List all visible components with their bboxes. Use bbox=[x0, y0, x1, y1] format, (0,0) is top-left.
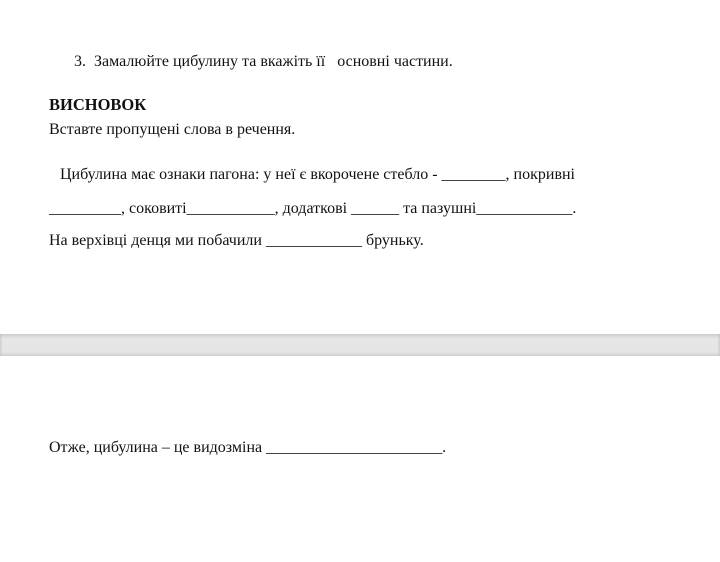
document-page-2 bbox=[0, 356, 720, 562]
task-item-3 bbox=[74, 52, 453, 72]
conclusion-instruction: Вставте пропущені слова в речення. bbox=[49, 121, 296, 138]
fill-in-line-1: Цибулина має ознаки пагона: у неї є вкорочене стебло - ________, покривні bbox=[60, 166, 575, 183]
task-text: Замалюйте цибулину та вкажіть її основні частини. bbox=[94, 53, 453, 70]
fill-in-line-3: На верхівці денця ми побачили ____________ бруньку. bbox=[49, 232, 424, 249]
final-sentence: Отже, цибулина – це видозміна ______________________. bbox=[49, 439, 447, 456]
page-break bbox=[0, 334, 720, 356]
conclusion-heading: ВИСНОВОК bbox=[49, 95, 147, 114]
fill-in-line-2: _________, соковиті___________, додаткові ______ та пазушні____________. bbox=[49, 200, 577, 217]
task-number: 3. bbox=[74, 53, 86, 70]
